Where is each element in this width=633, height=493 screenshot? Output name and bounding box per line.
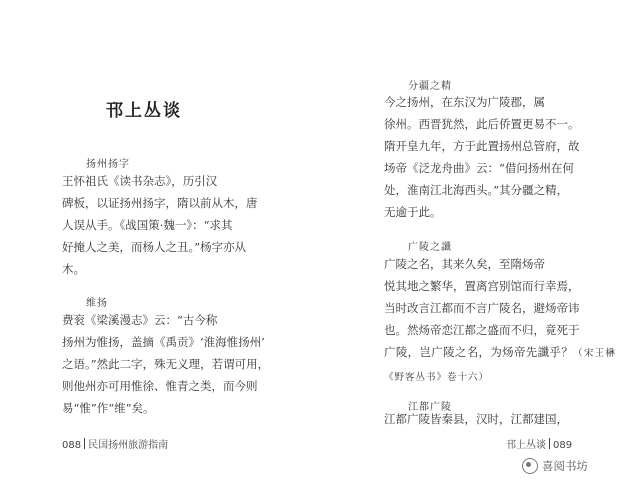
page-number: 088 [62, 440, 82, 451]
left-page [0, 0, 316, 493]
section-heading: 扬州扬字 [86, 159, 130, 170]
footer-divider [84, 438, 85, 449]
section-text: 江都广陵皆秦县，汉时，江都建国， [384, 412, 568, 426]
page-footer [506, 436, 572, 451]
footer-book-title: 邗上丛谈 [506, 440, 546, 451]
section-text: 费衮《梁溪漫志》云：“古今称 扬州为惟扬，盖摘《禹贡》‘淮海惟扬州’ 之语。”然此二字，殊无义理，若谓可用， 则他州亦可用惟徐、惟青之类，而今则 易“惟”作“维”矣。 [62, 313, 270, 415]
section-body [384, 253, 616, 389]
watermark-text: 喜阅书坊 [542, 459, 588, 473]
right-page [316, 0, 633, 493]
section-text: 今之扬州，在东汉为广陵郡，属 徐州。西晋犹然，此后侨置更易不一。 隋开皇九年，方于此置扬州总管府，故 场帝《泛龙舟曲》云：“借问扬州在何 处，淮南江北海西头。”其分疆之精， 无逾于此。 [384, 95, 580, 219]
watermark [522, 455, 588, 477]
footer-book-title: 民国扬州旅游指南 [88, 440, 169, 451]
page-title: 邗上丛谈 [106, 101, 182, 121]
section-heading: 广陵之讖 [408, 242, 452, 253]
page-number: 089 [553, 440, 573, 451]
footer-divider [549, 438, 550, 449]
section-heading: 分疆之精 [408, 81, 452, 92]
page-footer [62, 436, 168, 451]
source-note: （宋王楙《野客丛书》卷十六） [384, 348, 616, 383]
section-text: 王怀祖氏《读书杂志》，历引汉 碑板，以证扬州扬字，隋以前从木，唐 人误从手。《战国策·魏一》：“求其 好掩人之美，而杨人之丑。”杨字亦从 木。 [62, 174, 258, 276]
section-heading: 维扬 [86, 298, 108, 309]
section-text: 广陵之名，其来久矣，至隋炀帝 悦其地之繁华，置离宫别馆而行幸焉， 当时改言江都而不言广陵名，避炀帝讳 也。然炀帝恋江都之盛而不归，竟死于 广陵，岂广陵之名，为炀帝先讖乎？ [384, 257, 580, 359]
wechat-official-account-icon [522, 458, 538, 474]
section-heading: 江都广陵 [408, 402, 452, 413]
